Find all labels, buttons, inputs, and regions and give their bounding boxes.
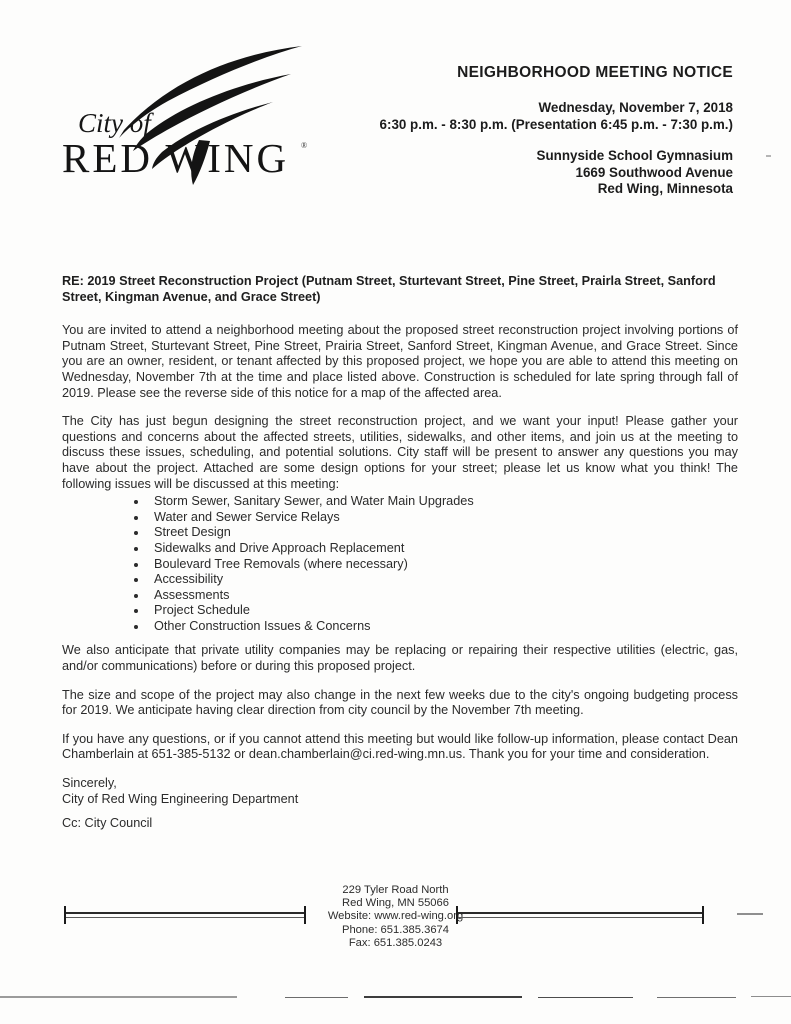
- footer-phone: Phone: 651.385.3674: [341, 923, 449, 936]
- footer-rule-left-lines: [66, 912, 304, 918]
- list-item: • Boulevard Tree Removals (where necessary): [148, 557, 738, 573]
- footer-fax: Fax: 651.385.0243: [348, 936, 443, 949]
- scan-artifact: [538, 997, 633, 998]
- scan-artifact: [364, 996, 522, 998]
- footer-rule-left: [64, 906, 306, 924]
- closing-salutation: Sincerely,: [62, 776, 117, 791]
- body-paragraph-3: We also anticipate that private utility companies may be replacing or repairing their respective utilities (electric, gas, and/or communications) before or during this proposed project.: [62, 643, 738, 674]
- closing-department: City of Red Wing Engineering Department: [62, 791, 299, 806]
- list-item: • Project Schedule: [148, 603, 738, 619]
- scan-artifact: [737, 913, 763, 915]
- list-item: • Other Construction Issues & Concerns: [148, 619, 738, 635]
- venue-city: Red Wing, Minnesota: [597, 181, 733, 196]
- venue-name: Sunnyside School Gymnasium: [536, 148, 733, 163]
- footer-rule-right-lines: [458, 912, 702, 918]
- body-paragraph-1: You are invited to attend a neighborhood meeting about the proposed street reconstruction project involving portions of Putnam Street, Sturtevant Street, Pine Street, Prairia Street, Sanford Street, Kingman Avenue, and Grace Street. Since you are an owner, resident, or tenant affected by this proposed project, we hope you are able to attend this meeting on Wednesday, November 7th at the time and place listed above. Construction is scheduled for late spring through fall of 2019. Please see the reverse side of this notice for a map of the affected area.: [62, 323, 738, 400]
- footer-address-line-1: 229 Tyler Road North: [342, 884, 449, 896]
- footer-rule-right: [456, 906, 704, 924]
- logo-red-wing-text: RED WING: [62, 135, 290, 181]
- venue-street: 1669 Southwood Avenue: [575, 164, 733, 180]
- footer-address-line-2: Red Wing, MN 55066: [342, 897, 449, 910]
- wing-icon: [50, 44, 316, 194]
- list-item: • Accessibility: [148, 572, 738, 588]
- list-item: • Water and Sewer Service Relays: [148, 510, 738, 526]
- city-of-red-wing-logo: [50, 44, 316, 194]
- list-item: • Assessments: [148, 588, 738, 604]
- scan-artifact: [657, 997, 736, 998]
- signature-block: [62, 776, 738, 807]
- notice-header: [293, 64, 733, 198]
- list-item: • Sidewalks and Drive Approach Replacement: [148, 541, 738, 557]
- body-paragraph-5: If you have any questions, or if you cannot attend this meeting but would like follow-up information, please contact Dean Chamberlain at 651-385-5132 or dean.chamberlain@ci.red-wing.mn.us. Thank you for your time and consideration.: [62, 731, 738, 762]
- logo-city-of-text: City of: [78, 108, 151, 138]
- page-title: NEIGHBORHOOD MEETING NOTICE: [457, 64, 733, 81]
- meeting-date: Wednesday, November 7, 2018: [538, 100, 733, 115]
- letter-body: [62, 274, 738, 832]
- footer-website: Website: www.red-wing.org: [327, 910, 464, 923]
- registered-trademark-icon: ®: [301, 141, 308, 150]
- discussion-topics-list: [62, 494, 738, 634]
- cc-line: Cc: City Council: [62, 816, 153, 831]
- body-paragraph-4: The size and scope of the project may also change in the next few weeks due to the city's ongoing budgeting process for 2019. We anticipate having clear direction from city council by the November 7th meeting.: [62, 687, 738, 718]
- scan-artifact: [0, 996, 237, 998]
- meeting-location: [293, 148, 733, 198]
- body-paragraph-2: The City has just begun designing the street reconstruction project, and we want your input! Please gather your questions and concerns about the affected streets, utilities, sidewalks, and other items, and join us at the meeting to discuss these issues, scheduling, and potential solutions. City staff will be present to answer any questions you may have about the project. Attached are some design options for your street; please let us know what you think! The following issues will be discussed at this meeting:: [62, 414, 738, 491]
- re-subject-line: RE: 2019 Street Reconstruction Project (Putnam Street, Sturtevant Street, Pine Street, Prairla Street, Sanford Street, Kingman Avenue, and Grace Street): [62, 274, 716, 304]
- list-item: • Storm Sewer, Sanitary Sewer, and Water Main Upgrades: [148, 494, 738, 510]
- scan-artifact: [285, 997, 348, 998]
- list-item: • Street Design: [148, 525, 738, 541]
- meeting-datetime: [293, 99, 733, 133]
- scan-artifact: [751, 996, 791, 997]
- meeting-time: 6:30 p.m. - 8:30 p.m. (Presentation 6:45 p.m. - 7:30 p.m.): [379, 117, 733, 132]
- scan-artifact: [766, 155, 771, 157]
